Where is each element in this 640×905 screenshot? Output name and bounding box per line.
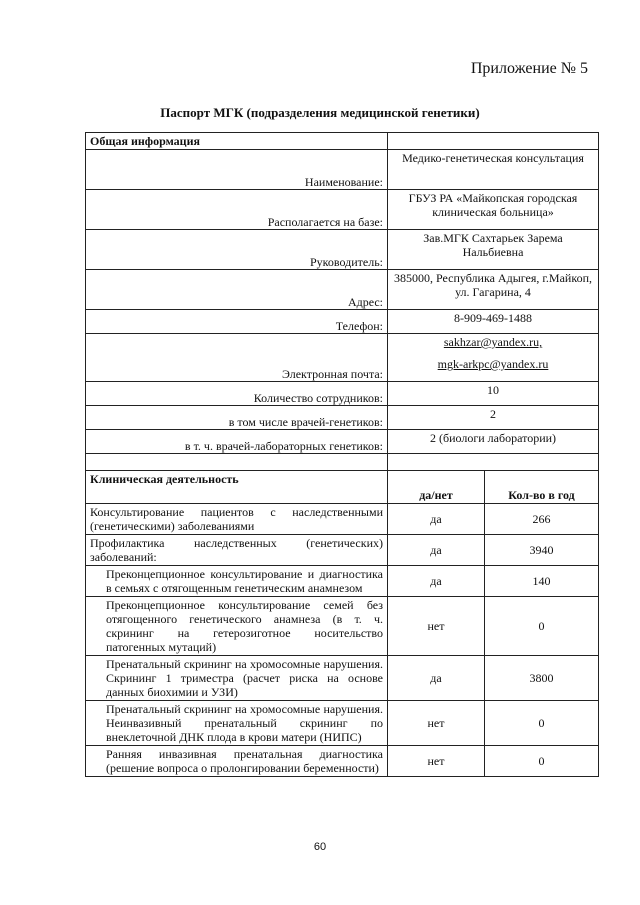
info-value: 10 — [388, 382, 599, 406]
general-info-header-row — [86, 133, 599, 150]
clinical-row — [86, 701, 599, 746]
page-number: 60 — [313, 841, 327, 853]
count-value: 0 — [485, 597, 599, 656]
activity-label: Преконцепционное консультирование семей без отягощенного генетического анамнеза (в т. ч. скрининг на гетерозиготное носительство патогенных мутаций) — [86, 597, 388, 656]
count-value: 266 — [485, 504, 599, 535]
spacer-row — [86, 454, 599, 471]
appendix-label: Приложение № 5 — [470, 60, 588, 77]
info-label: Наименование: — [86, 150, 388, 190]
clinical-row — [86, 746, 599, 777]
clinical-row — [86, 656, 599, 701]
count-value: 0 — [485, 701, 599, 746]
activity-label: Профилактика наследственных (генетических) заболеваний: — [86, 535, 388, 566]
passport-table — [85, 132, 599, 777]
email-link[interactable]: sakhzar@yandex.ru, — [443, 335, 543, 349]
clinical-header-row — [86, 471, 599, 504]
info-label: в том числе врачей-генетиков: — [86, 406, 388, 430]
info-label: Адрес: — [86, 270, 388, 310]
count-value: 0 — [485, 746, 599, 777]
info-row-head — [86, 230, 599, 270]
count-value: 3800 — [485, 656, 599, 701]
email-cell — [388, 334, 599, 382]
info-value: Зав.МГК Сахтарьек Зарема Нальбиевна — [388, 230, 599, 270]
info-row-address — [86, 270, 599, 310]
info-row-lab-geneticists — [86, 430, 599, 454]
info-value: 385000, Республика Адыгея, г.Майкоп, ул. Гагарина, 4 — [388, 270, 599, 310]
general-info-heading: Общая информация — [86, 133, 388, 150]
info-label: Телефон: — [86, 310, 388, 334]
activity-label: Преконцепционное консультирование и диагностика в семьях с отягощенным генетическим анамнезом — [86, 566, 388, 597]
info-label: в т. ч. врачей-лабораторных генетиков: — [86, 430, 388, 454]
info-value: 8-909-469-1488 — [388, 310, 599, 334]
info-row-base — [86, 190, 599, 230]
clinical-row — [86, 566, 599, 597]
yes-no-value: нет — [388, 597, 485, 656]
spacer-cell — [388, 454, 599, 471]
yes-no-column-header: да/нет — [388, 471, 485, 504]
yes-no-value: нет — [388, 701, 485, 746]
info-value: 2 — [388, 406, 599, 430]
info-value: ГБУЗ РА «Майкопская городская клиническая больница» — [388, 190, 599, 230]
email-link[interactable]: mgk-arkpc@yandex.ru — [437, 357, 549, 371]
info-label: Количество сотрудников: — [86, 382, 388, 406]
info-label: Располагается на базе: — [86, 190, 388, 230]
activity-label: Консультирование пациентов с наследственными (генетическими) заболеваниями — [86, 504, 388, 535]
yes-no-value: нет — [388, 746, 485, 777]
info-label: Электронная почта: — [86, 334, 388, 382]
info-value: Медико-генетическая консультация — [388, 150, 599, 190]
spacer-cell — [86, 454, 388, 471]
info-value: 2 (биологи лаборатории) — [388, 430, 599, 454]
activity-label: Пренатальный скрининг на хромосомные нарушения. Неинвазивный пренатальный скрининг по внеклеточной ДНК плода в крови матери (НИПС) — [86, 701, 388, 746]
document-title: Паспорт МГК (подразделения медицинской генетики) — [160, 105, 480, 120]
info-row-phone — [86, 310, 599, 334]
clinical-row — [86, 535, 599, 566]
info-row-email — [86, 334, 599, 382]
yes-no-value: да — [388, 504, 485, 535]
info-row-name — [86, 150, 599, 190]
info-row-staff-count — [86, 382, 599, 406]
info-label: Руководитель: — [86, 230, 388, 270]
yes-no-value: да — [388, 656, 485, 701]
count-value: 3940 — [485, 535, 599, 566]
general-info-heading-blank — [388, 133, 599, 150]
clinical-heading: Клиническая деятельность — [86, 471, 388, 504]
yes-no-value: да — [388, 566, 485, 597]
clinical-row — [86, 597, 599, 656]
clinical-row — [86, 504, 599, 535]
count-value: 140 — [485, 566, 599, 597]
activity-label: Пренатальный скрининг на хромосомные нарушения. Скрининг 1 триместра (расчет риска на основе данных биохимии и УЗИ) — [86, 656, 388, 701]
count-column-header: Кол-во в год — [485, 471, 599, 504]
yes-no-value: да — [388, 535, 485, 566]
info-row-geneticists — [86, 406, 599, 430]
activity-label: Ранняя инвазивная пренатальная диагностика (решение вопроса о пролонгировании беременности) — [86, 746, 388, 777]
